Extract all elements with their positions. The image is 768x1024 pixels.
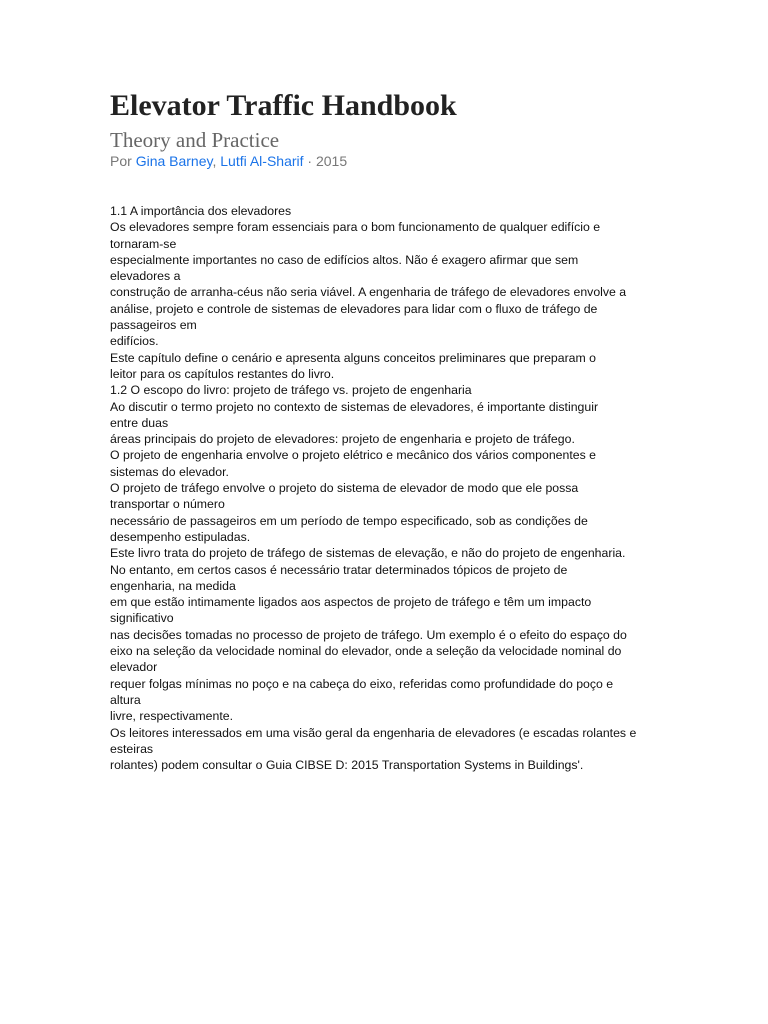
text-line: Este livro trata do projeto de tráfego de sistemas de elevação, e não do projeto de engenharia. — [110, 546, 626, 561]
text-line: Ao discutir o termo projeto no contexto de sistemas de elevadores, é importante distinguir — [110, 399, 599, 414]
text-line: 1.1 A importância dos elevadores — [110, 204, 292, 218]
text-line: esteiras — [110, 741, 154, 756]
text-line: No entanto, em certos casos é necessário tratar determinados tópicos de projeto de — [110, 562, 568, 577]
body-text — [110, 203, 666, 773]
text-line: Os leitores interessados em uma visão geral da engenharia de elevadores (e escadas rolantes e — [110, 725, 637, 740]
author-separator: , — [212, 153, 221, 169]
text-line: rolantes) podem consultar o Guia CIBSE D: 2015 Transportation Systems in Buildings'. — [110, 758, 584, 773]
text-line: em que estão intimamente ligados aos aspectos de projeto de tráfego e têm um impacto — [110, 595, 592, 610]
text-line: análise, projeto e controle de sistemas de elevadores para lidar com o fluxo de tráfego de — [110, 301, 598, 316]
by-prefix: Por — [110, 153, 136, 169]
text-line: necessário de passageiros em um período de tempo especificado, sob as condições de — [110, 513, 588, 528]
text-line: O projeto de tráfego envolve o projeto do sistema de elevador de modo que ele possa — [110, 481, 579, 496]
text-line: elevadores a — [110, 269, 181, 284]
text-line: engenharia, na medida — [110, 578, 236, 593]
text-line: passageiros em — [110, 318, 197, 333]
book-header — [110, 88, 670, 170]
text-line: Os elevadores sempre foram essenciais para o bom funcionamento de qualquer edifício e — [110, 220, 601, 235]
text-line: áreas principais do projeto de elevadores: projeto de engenharia e projeto de tráfego. — [110, 432, 575, 447]
text-line: O projeto de engenharia envolve o projeto elétrico e mecânico dos vários componentes e — [110, 448, 597, 463]
text-line: desempenho estipuladas. — [110, 529, 251, 544]
text-line: nas decisões tomadas no processo de projeto de tráfego. Um exemplo é o efeito do espaço do — [110, 627, 627, 642]
text-line: transportar o número — [110, 497, 225, 512]
text-line: significativo — [110, 611, 174, 626]
text-line: altura — [110, 692, 141, 707]
text-line: construção de arranha-céus não seria viável. A engenharia de tráfego de elevadores envolve a — [110, 285, 627, 300]
author-link[interactable]: Lutfi Al-Sharif — [220, 153, 304, 169]
text-line: entre duas — [110, 415, 169, 430]
book-subtitle: Theory and Practice — [110, 128, 280, 152]
text-line: edifícios. — [110, 334, 159, 349]
text-line: 1.2 O escopo do livro: projeto de tráfego vs. projeto de engenharia — [110, 383, 472, 398]
publication-year: 2015 — [315, 153, 348, 169]
text-line: sistemas do elevador. — [110, 464, 229, 479]
text-line: leitor para os capítulos restantes do livro. — [110, 366, 335, 381]
text-line: especialmente importantes no caso de edifícios altos. Não é exagero afirmar que sem — [110, 252, 579, 267]
text-line: elevador — [110, 660, 158, 675]
text-line: tornaram-se — [110, 236, 177, 251]
year-separator: · — [303, 153, 316, 169]
author-link[interactable]: Gina Barney — [135, 153, 213, 169]
text-line: eixo na seleção da velocidade nominal do elevador, onde a seleção da velocidade nominal do — [110, 644, 622, 659]
book-title: Elevator Traffic Handbook — [110, 89, 457, 122]
text-line: requer folgas mínimas no poço e na cabeça do eixo, referidas como profundidade do poço e — [110, 676, 614, 691]
text-line: Este capítulo define o cenário e apresenta alguns conceitos preliminares que preparam o — [110, 350, 597, 365]
text-line: livre, respectivamente. — [110, 709, 234, 724]
byline — [110, 152, 670, 170]
